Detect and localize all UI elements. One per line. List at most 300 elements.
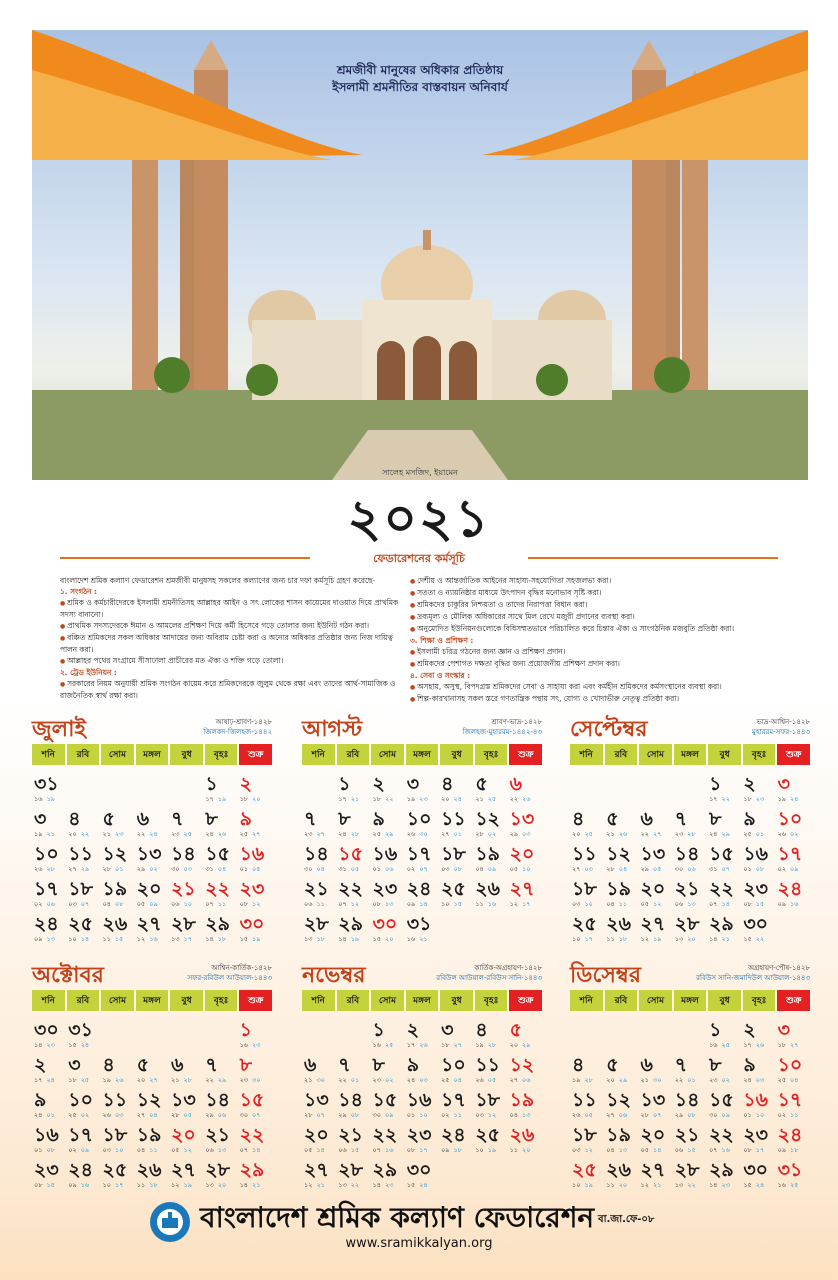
weekday-label: রবি bbox=[67, 744, 100, 765]
secondary-dates bbox=[240, 1075, 261, 1086]
gregorian-date: ৪ bbox=[572, 1054, 585, 1076]
secondary-dates bbox=[709, 829, 730, 840]
hijri-date: ০৬ bbox=[618, 1111, 628, 1119]
gregorian-date: ৩০ bbox=[406, 1159, 432, 1181]
bengali-date: ২০ bbox=[606, 1076, 615, 1084]
gregorian-date: ১৯ bbox=[509, 1089, 535, 1111]
secondary-dates bbox=[475, 794, 496, 805]
gregorian-date: ১৮ bbox=[102, 1124, 128, 1146]
hijri-date: ০৩ bbox=[419, 1076, 428, 1084]
weekday-label: শনি bbox=[302, 744, 335, 765]
date-cell bbox=[336, 770, 370, 805]
secondary-dates bbox=[338, 829, 359, 840]
date-cell bbox=[639, 1121, 673, 1156]
secondary-dates bbox=[475, 1145, 496, 1156]
gregorian-date: ১৯ bbox=[102, 878, 128, 900]
weekday-header bbox=[570, 744, 810, 765]
date-cell bbox=[439, 1086, 473, 1121]
bengali-date: ০৩ bbox=[475, 1111, 484, 1119]
hijri-date: ০৮ bbox=[755, 865, 765, 873]
hijri-date: ২২ bbox=[350, 1181, 360, 1189]
date-cell bbox=[302, 1086, 336, 1121]
hijri-date: ২৫ bbox=[183, 830, 192, 838]
bengali-date: ০৫ bbox=[640, 1146, 649, 1154]
gregorian-date: ৫ bbox=[475, 773, 488, 795]
week-row bbox=[570, 805, 810, 840]
gregorian-date: ১০ bbox=[777, 808, 803, 830]
date-cell bbox=[101, 1016, 135, 1051]
bengali-date: ১৭ bbox=[709, 795, 718, 803]
secondary-dates bbox=[709, 1110, 730, 1121]
hijri-date: ২৫ bbox=[584, 830, 593, 838]
bengali-date: ১৬ bbox=[406, 935, 416, 943]
hijri-date: ০৬ bbox=[217, 1111, 227, 1119]
gregorian-date: ৪ bbox=[102, 1054, 115, 1076]
gregorian-date: ১৩ bbox=[509, 808, 535, 830]
gregorian-date: ৩১ bbox=[68, 1019, 93, 1041]
date-cell bbox=[32, 770, 66, 805]
date-grid bbox=[32, 1016, 272, 1191]
secondary-dates bbox=[778, 829, 799, 840]
bengali-date: ১৮ bbox=[777, 1041, 787, 1049]
weekday-label: বুধ bbox=[440, 744, 473, 765]
hijri-date: ০১ bbox=[687, 1076, 696, 1084]
gregorian-date: ১৯ bbox=[606, 878, 631, 900]
bengali-date: ১৪ bbox=[205, 935, 214, 943]
date-cell bbox=[101, 1051, 135, 1086]
program-item: ● আল্লাহর পথের সংগ্রামে সীসাঢালা প্রাচীরের মত ঐক্য ও শক্তি গড়ে তোলা। bbox=[60, 655, 405, 667]
secondary-dates bbox=[475, 1040, 496, 1051]
date-cell bbox=[66, 1051, 100, 1086]
hijri-month-range: রবিউস সানি-জমাদিউল আউয়াল-১৪৪৩ bbox=[696, 974, 810, 982]
hijri-date: ০১ bbox=[46, 1111, 55, 1119]
hijri-date: ০২ bbox=[149, 865, 158, 873]
gregorian-date: ২২ bbox=[372, 1124, 398, 1146]
secondary-dates bbox=[441, 1040, 462, 1051]
secondary-dates bbox=[475, 829, 496, 840]
hijri-date: ২৫ bbox=[80, 1076, 90, 1084]
hijri-date: ২৩ bbox=[384, 1181, 394, 1189]
gregorian-date: ২ bbox=[743, 773, 756, 795]
gregorian-date: ১৭ bbox=[777, 843, 803, 865]
bengali-date: ১৯ bbox=[572, 1076, 581, 1084]
bengali-date: ২৯ bbox=[640, 865, 649, 873]
hijri-date: ২০ bbox=[384, 935, 394, 943]
gregorian-date: ১৭ bbox=[441, 1089, 466, 1111]
bengali-date: ২০ bbox=[136, 1076, 146, 1084]
weekday-label: মঙ্গল bbox=[136, 990, 169, 1011]
bengali-date: ০৫ bbox=[171, 1146, 180, 1154]
hijri-date: ২৭ bbox=[149, 1076, 158, 1084]
date-cell bbox=[238, 1086, 272, 1121]
date-cell bbox=[371, 1121, 405, 1156]
bengali-date: ২৬ bbox=[406, 830, 416, 838]
gregorian-date: ১৯ bbox=[606, 1124, 631, 1146]
secondary-dates bbox=[778, 794, 799, 805]
hijri-date: ২৫ bbox=[721, 1041, 730, 1049]
secondary-dates bbox=[137, 934, 158, 945]
date-cell bbox=[508, 1086, 542, 1121]
date-cell bbox=[238, 840, 272, 875]
hijri-date: ২৭ bbox=[316, 830, 325, 838]
photo-caption: সালেহ মসজিদ, ইয়ামেন bbox=[382, 468, 458, 477]
week-row bbox=[570, 1121, 810, 1156]
gregorian-date: ১৭ bbox=[406, 843, 432, 865]
date-cell bbox=[439, 1016, 473, 1051]
secondary-dates bbox=[606, 934, 627, 945]
date-cell bbox=[570, 840, 604, 875]
hijri-date: ০২ bbox=[384, 1076, 394, 1084]
hijri-date: ২০ bbox=[252, 795, 261, 803]
secondary-dates bbox=[240, 1110, 261, 1121]
date-cell bbox=[169, 910, 203, 945]
website-link[interactable]: www.sramikkalyan.org bbox=[345, 1236, 493, 1251]
date-cell bbox=[66, 875, 100, 910]
date-cell bbox=[371, 1016, 405, 1051]
week-row bbox=[302, 1156, 542, 1191]
bengali-date: ১৪ bbox=[709, 1181, 718, 1189]
hijri-date: ২৪ bbox=[46, 1076, 55, 1084]
weekday-label: মঙ্গল bbox=[674, 744, 707, 765]
secondary-dates bbox=[68, 1110, 89, 1121]
date-cell bbox=[570, 1121, 604, 1156]
bengali-date: ১৩ bbox=[205, 1181, 214, 1189]
bengali-date: ১০ bbox=[68, 935, 77, 943]
date-cell bbox=[135, 1156, 169, 1191]
bengali-date: ৩০ bbox=[304, 865, 313, 873]
date-cell bbox=[604, 910, 638, 945]
bengali-date: ২০ bbox=[572, 830, 581, 838]
hijri-date: ২১ bbox=[350, 795, 360, 803]
bengali-date: ১৮ bbox=[372, 795, 381, 803]
hijri-date: ২০ bbox=[522, 1146, 531, 1154]
bengali-date: ২৪ bbox=[709, 830, 718, 838]
hijri-date: ০১ bbox=[114, 865, 124, 873]
weekday-label: রবি bbox=[605, 744, 638, 765]
date-cell bbox=[135, 875, 169, 910]
gregorian-date: ৮ bbox=[239, 1054, 252, 1076]
secondary-dates bbox=[641, 934, 662, 945]
secondary-dates bbox=[68, 899, 89, 910]
bengali-date: ২৯ bbox=[509, 830, 519, 838]
gregorian-date: ২৫ bbox=[475, 1124, 501, 1146]
bengali-date: ২৯ bbox=[205, 1111, 214, 1119]
bengali-date: ১৩ bbox=[171, 935, 180, 943]
gregorian-date: ২৬ bbox=[606, 1159, 631, 1181]
secondary-dates bbox=[441, 829, 462, 840]
bengali-month-range: অগ্রহায়ণ-পৌষ-১৪২৮ bbox=[747, 964, 810, 972]
date-cell bbox=[336, 1086, 370, 1121]
gregorian-date: ২৮ bbox=[304, 913, 329, 935]
hijri-date: ০৮ bbox=[114, 900, 124, 908]
secondary-dates bbox=[675, 1145, 696, 1156]
secondary-dates bbox=[441, 1075, 462, 1086]
gregorian-date: ৪ bbox=[441, 773, 454, 795]
secondary-dates bbox=[137, 899, 158, 910]
secondary-dates bbox=[441, 899, 462, 910]
hijri-date: ১১ bbox=[453, 1111, 462, 1119]
gregorian-date: ৭ bbox=[674, 808, 688, 830]
hijri-date: ১৭ bbox=[419, 1146, 428, 1154]
bengali-date: ২০ bbox=[509, 1041, 519, 1049]
date-cell bbox=[707, 875, 741, 910]
weekday-label: সোম bbox=[101, 990, 134, 1011]
program-right-column bbox=[410, 575, 790, 705]
gregorian-date: ৩০ bbox=[743, 913, 769, 935]
date-cell bbox=[238, 1156, 272, 1191]
hijri-date: ১৫ bbox=[114, 935, 124, 943]
weekday-label: মঙ্গল bbox=[136, 744, 169, 765]
weekday-label: সোম bbox=[639, 990, 672, 1011]
secondary-dates bbox=[137, 829, 158, 840]
date-cell bbox=[302, 805, 336, 840]
gregorian-date: ২১ bbox=[338, 1124, 363, 1146]
date-cell bbox=[238, 875, 272, 910]
hijri-date: ২৫ bbox=[487, 795, 497, 803]
weekday-label: শনি bbox=[32, 744, 65, 765]
weekday-header bbox=[32, 990, 272, 1011]
bengali-date: ০১ bbox=[239, 865, 249, 873]
date-cell bbox=[405, 1016, 439, 1051]
calendar-year: ২০২১ bbox=[347, 488, 491, 549]
hijri-date: ১৯ bbox=[183, 1181, 192, 1189]
secondary-dates bbox=[338, 1110, 359, 1121]
secondary-dates bbox=[407, 794, 428, 805]
weekday-header bbox=[32, 744, 272, 765]
gregorian-date: ১৩ bbox=[136, 843, 162, 865]
date-cell bbox=[776, 770, 810, 805]
date-cell bbox=[135, 910, 169, 945]
hijri-date: ১৬ bbox=[487, 900, 497, 908]
date-cell bbox=[405, 805, 439, 840]
bengali-date: ১৫ bbox=[743, 1181, 752, 1189]
secondary-dates bbox=[675, 1110, 696, 1121]
hijri-date: ২৯ bbox=[618, 1076, 628, 1084]
date-cell bbox=[135, 1121, 169, 1156]
hijri-date: ০৯ bbox=[487, 865, 497, 873]
hijri-date: ১৩ bbox=[618, 1146, 628, 1154]
hijri-date: ০৪ bbox=[316, 865, 325, 873]
bengali-date: ০৬ bbox=[674, 1146, 684, 1154]
bengali-date: ১২ bbox=[640, 935, 649, 943]
week-row bbox=[302, 1086, 542, 1121]
secondary-dates bbox=[572, 899, 593, 910]
date-cell bbox=[302, 1156, 336, 1191]
hijri-date: ১০ bbox=[183, 900, 192, 908]
hijri-date: ০৪ bbox=[217, 865, 227, 873]
hijri-date: ১৯ bbox=[350, 935, 360, 943]
bengali-date: ১৪ bbox=[338, 935, 347, 943]
hijri-month-range: মুহাররম-সফর-১৪৪৩ bbox=[751, 728, 810, 736]
hijri-date: ২৬ bbox=[618, 830, 628, 838]
gregorian-date: ৬ bbox=[640, 1054, 653, 1076]
secondary-dates bbox=[34, 1075, 55, 1086]
hijri-date: ১৫ bbox=[453, 900, 462, 908]
secondary-dates bbox=[373, 1075, 394, 1086]
bengali-date: ২২ bbox=[640, 830, 649, 838]
hijri-date: ১৮ bbox=[618, 935, 628, 943]
bengali-date: ২৩ bbox=[304, 830, 313, 838]
gregorian-date: ১৬ bbox=[743, 843, 769, 865]
date-cell bbox=[32, 1051, 66, 1086]
hijri-date: ২৩ bbox=[755, 795, 765, 803]
gregorian-date: ২৭ bbox=[640, 913, 666, 935]
week-row bbox=[570, 1051, 810, 1086]
hijri-date: ০৮ bbox=[350, 1111, 360, 1119]
secondary-dates bbox=[441, 864, 462, 875]
week-row bbox=[32, 1051, 272, 1086]
bengali-date: ১৯ bbox=[102, 1076, 111, 1084]
bengali-date: ২৫ bbox=[239, 830, 249, 838]
bengali-date: ৩০ bbox=[709, 1111, 718, 1119]
weekday-label: বৃহঃ bbox=[475, 990, 508, 1011]
secondary-dates bbox=[205, 1075, 226, 1086]
date-cell bbox=[203, 910, 237, 945]
gregorian-date: ৯ bbox=[743, 1054, 756, 1076]
date-cell bbox=[32, 1016, 66, 1051]
bengali-date: ২৭ bbox=[441, 830, 450, 838]
week-row bbox=[302, 805, 542, 840]
date-cell bbox=[371, 770, 405, 805]
date-cell bbox=[371, 910, 405, 945]
hijri-date: ২৮ bbox=[687, 830, 696, 838]
date-cell bbox=[169, 1121, 203, 1156]
date-cell bbox=[604, 875, 638, 910]
gregorian-date: ২২ bbox=[338, 878, 363, 900]
gregorian-date: ৫ bbox=[606, 808, 619, 830]
hijri-date: ০৬ bbox=[46, 900, 55, 908]
hijri-date: ০৭ bbox=[316, 1111, 325, 1119]
secondary-dates bbox=[338, 1145, 359, 1156]
date-cell bbox=[371, 1086, 405, 1121]
bengali-date: ২৬ bbox=[102, 1111, 111, 1119]
date-cell bbox=[336, 910, 370, 945]
program-item: ● প্রাথমিক সদস্যদেরকে ঈমান ও আমলের প্রশিক্ষণ দিয়ে কর্মী হিসেবে গড়ে তোলার জন্য ইউনিট গঠন করা। bbox=[60, 620, 405, 632]
bengali-date: ০৩ bbox=[572, 1146, 581, 1154]
secondary-dates bbox=[137, 864, 158, 875]
hijri-date: ০৩ bbox=[522, 830, 531, 838]
bengali-date: ২৩ bbox=[239, 1076, 249, 1084]
bengali-date: ১০ bbox=[572, 935, 581, 943]
date-cell bbox=[405, 1156, 439, 1191]
secondary-dates bbox=[205, 899, 226, 910]
date-cell bbox=[639, 770, 673, 805]
hijri-date: ১২ bbox=[252, 900, 261, 908]
hijri-date: ২৩ bbox=[721, 1181, 730, 1189]
secondary-dates bbox=[338, 899, 359, 910]
secondary-dates bbox=[240, 1145, 261, 1156]
week-row bbox=[570, 1016, 810, 1051]
gregorian-date: ২৬ bbox=[509, 1124, 535, 1146]
bengali-date: ২৪ bbox=[338, 830, 347, 838]
date-cell bbox=[473, 910, 507, 945]
bengali-date: ০৮ bbox=[743, 900, 752, 908]
secondary-dates bbox=[338, 934, 359, 945]
gregorian-date: ৬ bbox=[171, 1054, 184, 1076]
organization-name: বাংলাদেশ শ্রমিক কল্যাণ ফেডারেশন bbox=[200, 1201, 595, 1234]
date-cell bbox=[238, 910, 272, 945]
week-row bbox=[302, 1121, 542, 1156]
date-cell bbox=[673, 805, 707, 840]
week-row bbox=[32, 1086, 272, 1121]
secondary-dates bbox=[103, 1145, 124, 1156]
gregorian-date: ১ bbox=[372, 1019, 385, 1041]
bengali-date: ১১ bbox=[509, 1146, 519, 1154]
hijri-date: ১১ bbox=[618, 900, 628, 908]
gregorian-date: ২১ bbox=[674, 1124, 700, 1146]
date-cell bbox=[776, 840, 810, 875]
date-cell bbox=[66, 1016, 100, 1051]
hijri-date: ১৪ bbox=[316, 1146, 325, 1154]
hijri-date: ০২ bbox=[790, 830, 799, 838]
gregorian-date: ১৩ bbox=[640, 1089, 666, 1111]
gregorian-date: ২৮ bbox=[674, 913, 700, 935]
gregorian-date: ২৬ bbox=[475, 878, 501, 900]
weekday-label: মঙ্গল bbox=[406, 744, 439, 765]
secondary-dates bbox=[240, 934, 261, 945]
secondary-dates bbox=[606, 1075, 627, 1086]
date-cell bbox=[203, 875, 237, 910]
bengali-date: ০৯ bbox=[777, 900, 787, 908]
gregorian-date: ৬ bbox=[304, 1054, 317, 1076]
secondary-dates bbox=[743, 1145, 764, 1156]
bengali-date: ১৭ bbox=[34, 1076, 43, 1084]
hijri-date: ০৪ bbox=[790, 1076, 799, 1084]
date-cell bbox=[604, 770, 638, 805]
hijri-date: ২৬ bbox=[114, 1076, 124, 1084]
hijri-date: ১১ bbox=[217, 900, 227, 908]
hijri-date: ০৮ bbox=[687, 1111, 696, 1119]
secondary-dates bbox=[778, 1145, 799, 1156]
program-item: ● শ্রমিকদের চাকুরির নিশ্চয়তা ও তাদের নিরাপত্তা বিধান করা। bbox=[410, 599, 790, 611]
weekday-label: শনি bbox=[32, 990, 65, 1011]
date-cell bbox=[336, 875, 370, 910]
gregorian-date: ২৪ bbox=[777, 878, 803, 900]
gregorian-date: ৬ bbox=[640, 808, 653, 830]
program-item: ● অসহায়, অসুস্থ, বিপদগ্রস্ত শ্রমিকদের সেবা ও সাহায্য করা এবং কর্মহীন শ্রমিকদের কর্মসংস্থানের ব্যবস্থা করা। bbox=[410, 681, 790, 693]
secondary-dates bbox=[205, 1145, 226, 1156]
gregorian-date: ১২ bbox=[102, 843, 128, 865]
weekday-label: শুক্র bbox=[239, 744, 272, 765]
hijri-date: ২০ bbox=[618, 1181, 628, 1189]
gregorian-date: ১১ bbox=[102, 1089, 128, 1111]
bengali-date: ০৪ bbox=[102, 900, 111, 908]
date-cell bbox=[66, 1156, 100, 1191]
gregorian-date: ১৮ bbox=[572, 878, 597, 900]
gregorian-date: ২৩ bbox=[406, 1124, 432, 1146]
hijri-date: ২৬ bbox=[419, 1041, 428, 1049]
date-cell bbox=[302, 1121, 336, 1156]
program-title: ফেডারেশনের কর্মসূচি bbox=[373, 552, 465, 565]
hijri-month-range: জিলকদ-জিলহজ-১৪৪২ bbox=[203, 728, 272, 736]
hijri-date: ২৩ bbox=[252, 1041, 261, 1049]
gregorian-date: ৯ bbox=[239, 808, 252, 830]
bengali-date: ৩০ bbox=[674, 865, 684, 873]
bengali-date: ২৭ bbox=[572, 865, 581, 873]
hijri-date: ২৬ bbox=[217, 830, 227, 838]
hijri-date: ১১ bbox=[149, 1146, 158, 1154]
bengali-date: ০৪ bbox=[606, 1146, 615, 1154]
hijri-date: ০৯ bbox=[721, 1111, 730, 1119]
secondary-dates bbox=[641, 1110, 662, 1121]
bengali-date: ০১ bbox=[34, 1146, 43, 1154]
date-cell bbox=[604, 840, 638, 875]
date-cell bbox=[776, 805, 810, 840]
hijri-date: ১৮ bbox=[316, 935, 325, 943]
secondary-dates bbox=[34, 934, 55, 945]
gregorian-date: ৩০ bbox=[34, 1019, 59, 1041]
hijri-date: ২৯ bbox=[217, 1076, 227, 1084]
